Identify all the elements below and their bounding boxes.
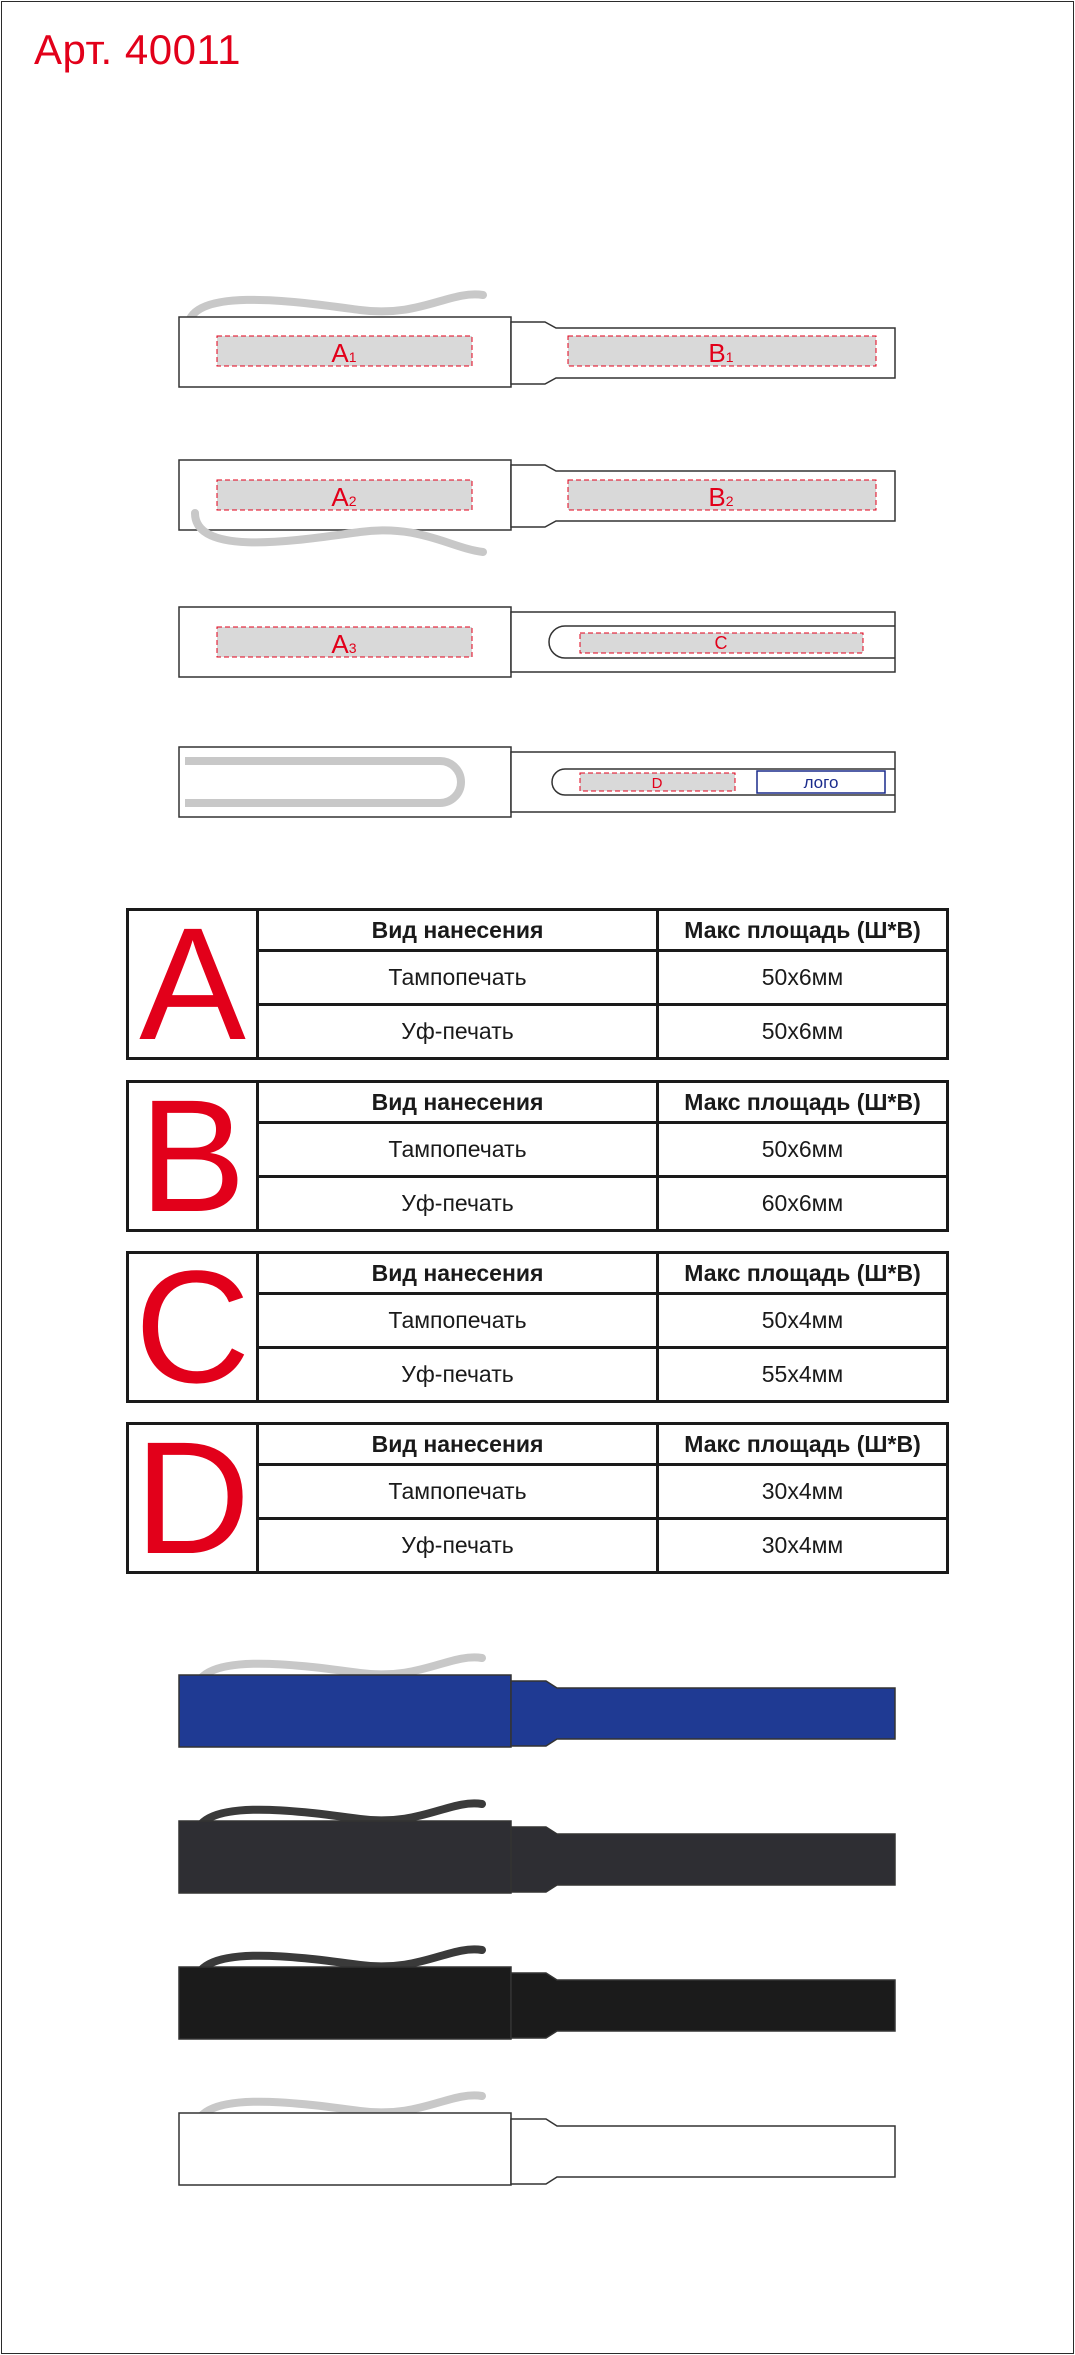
method-cell: Тампопечать (259, 1124, 659, 1175)
method-cell: Уф-печать (259, 1349, 659, 1400)
article-number: Арт. 40011 (34, 26, 242, 73)
spec-table-a (126, 894, 949, 1073)
zone-d-label: D (651, 775, 663, 792)
usb-diagram-a3-c (0, 595, 1075, 695)
zone-a3-label: A (331, 629, 349, 659)
zone-a1-label: A (331, 338, 349, 368)
spec-letter: B (129, 1083, 259, 1229)
size-cell: 55x4мм (761, 1361, 844, 1387)
method-cell: Уф-печать (259, 1006, 659, 1057)
spec-table-c (126, 1237, 949, 1416)
table-row (259, 1463, 946, 1517)
zone-c-label: C (714, 633, 728, 653)
column-header-size: Макс площадь (Ш*В) (684, 1430, 921, 1457)
usb-body (179, 1675, 511, 1747)
zone-b1-label: B (708, 338, 726, 368)
usb-connector (511, 2119, 895, 2184)
column-header-size: Макс площадь (Ш*В) (684, 916, 921, 943)
usb-diagram-a2-b2 (0, 440, 1075, 570)
svg-text:A2: A2 (331, 482, 357, 512)
table-row (259, 1121, 946, 1175)
method-cell: Тампопечать (259, 1295, 659, 1346)
size-cell: 50x4мм (761, 1307, 844, 1333)
zone-b2-label: B (708, 482, 726, 512)
color-variant-0 (0, 1635, 1075, 1755)
method-cell: Тампопечать (259, 952, 659, 1003)
color-variant-2 (0, 1927, 1075, 2047)
method-cell: Уф-печать (259, 1178, 659, 1229)
size-cell: 30x4мм (761, 1478, 844, 1504)
table-row (259, 1003, 946, 1057)
column-header-size: Макс площадь (Ш*В) (684, 1088, 921, 1115)
column-header-method: Вид нанесения (259, 1254, 659, 1292)
method-cell: Тампопечать (259, 1466, 659, 1517)
method-cell: Уф-печать (259, 1520, 659, 1571)
usb-connector (511, 1973, 895, 2038)
spec-table-b (126, 1066, 949, 1245)
svg-text:A1: A1 (331, 338, 357, 368)
usb-body (179, 1821, 511, 1893)
spec-letter: D (129, 1425, 259, 1571)
column-header-method: Вид нанесения (259, 911, 659, 949)
size-cell: 60x6мм (761, 1190, 844, 1216)
usb-diagram-a1-b1 (0, 280, 1075, 400)
table-row (259, 1346, 946, 1400)
usb-diagram-d-logo (0, 735, 1075, 835)
size-cell: 50x6мм (761, 964, 844, 990)
svg-text:B2: B2 (708, 482, 734, 512)
logo-label: лого (803, 773, 839, 792)
spec-table-d (126, 1408, 949, 1587)
column-header-size: Макс площадь (Ш*В) (684, 1259, 921, 1286)
table-row (259, 1292, 946, 1346)
usb-connector (511, 1827, 895, 1892)
table-row (259, 949, 946, 1003)
table-row (259, 1517, 946, 1571)
usb-connector (511, 1681, 895, 1746)
column-header-method: Вид нанесения (259, 1425, 659, 1463)
svg-text:B1: B1 (708, 338, 734, 368)
color-variant-1 (0, 1781, 1075, 1901)
color-variant-3 (0, 2073, 1075, 2193)
size-cell: 30x4мм (761, 1532, 844, 1558)
svg-text:A3: A3 (331, 629, 357, 659)
table-row (259, 1175, 946, 1229)
size-cell: 50x6мм (761, 1136, 844, 1162)
usb-body (179, 1967, 511, 2039)
spec-letter: C (129, 1254, 259, 1400)
zone-a2-label: A (331, 482, 349, 512)
usb-body (179, 2113, 511, 2185)
column-header-method: Вид нанесения (259, 1083, 659, 1121)
spec-letter: A (129, 911, 259, 1057)
size-cell: 50x6мм (761, 1018, 844, 1044)
